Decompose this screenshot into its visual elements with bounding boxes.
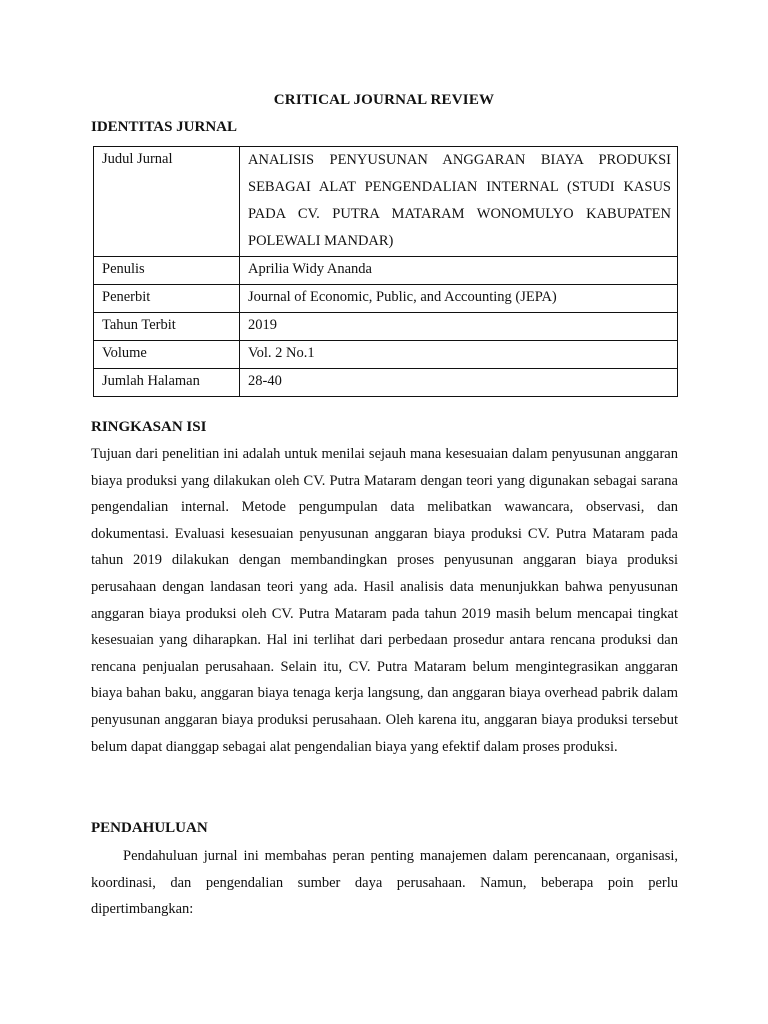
title-line: ANALISIS PENYUSUNAN ANGGARAN BIAYA PRODUKSI: [248, 152, 671, 168]
row-value-title: [240, 147, 678, 257]
section-heading-pendahuluan: PENDAHULUAN: [91, 820, 208, 836]
section-heading-ringkasan: RINGKASAN ISI: [91, 419, 207, 435]
table-row: [94, 285, 678, 313]
row-label: Penulis: [94, 257, 240, 285]
row-label: Volume: [94, 341, 240, 369]
row-label: Jumlah Halaman: [94, 369, 240, 397]
row-value: Journal of Economic, Public, and Accounting (JEPA): [240, 285, 678, 313]
table-row: [94, 313, 678, 341]
row-value: 28-40: [240, 369, 678, 397]
section-heading-identitas: IDENTITAS JURNAL: [91, 119, 238, 135]
table-row: [94, 369, 678, 397]
introduction-paragraph: Pendahuluan jurnal ini membahas peran penting manajemen dalam perencanaan, organisasi, koordinasi, dan pengendalian sumber daya perusahaan. Namun, beberapa poin perlu dipertimbangkan:: [91, 848, 678, 918]
row-label: Judul Jurnal: [94, 147, 240, 257]
table-row: [94, 257, 678, 285]
table-row: [94, 147, 678, 257]
title-line: POLEWALI MANDAR): [248, 233, 394, 249]
title-line: SEBAGAI ALAT PENGENDALIAN INTERNAL (STUDI KASUS: [248, 179, 671, 195]
row-value: Aprilia Widy Ananda: [240, 257, 678, 285]
row-label: Penerbit: [94, 285, 240, 313]
table-row: [94, 341, 678, 369]
title-line: PADA CV. PUTRA MATARAM WONOMULYO KABUPATEN: [248, 206, 671, 222]
journal-identity-table: [93, 146, 678, 397]
row-label: Tahun Terbit: [94, 313, 240, 341]
row-value: 2019: [240, 313, 678, 341]
row-value: Vol. 2 No.1: [240, 341, 678, 369]
document-title: CRITICAL JOURNAL REVIEW: [273, 92, 495, 108]
summary-paragraph: Tujuan dari penelitian ini adalah untuk menilai sejauh mana kesesuaian dalam penyusunan anggaran biaya produksi yang dilakukan oleh CV. Putra Mataram dengan teori yang digunakan sebagai sarana pengendalian internal. Metode pengumpulan data melibatkan wawancara, observasi, dan dokumentasi. Evaluasi kesesuaian penyusunan anggaran biaya produksi CV. Putra Mataram pada tahun 2019 dilakukan dengan membandingkan proses penyusunan anggaran biaya produksi perusahaan dengan landasan teori yang ada. Hasil analisis data menunjukkan bahwa penyusunan anggaran biaya produksi oleh CV. Putra Mataram pada tahun 2019 masih belum mencapai tingkat kesesuaian yang diharapkan. Hal ini terlihat dari perbedaan prosedur antara rencana produksi dan rencana penjualan perusahaan. Selain itu, CV. Putra Mataram belum mengintegrasikan anggaran biaya bahan baku, anggaran biaya tenaga kerja langsung, dan anggaran biaya overhead pabrik dalam penyusunan anggaran biaya produksi perusahaan. Oleh karena itu, anggaran biaya produksi tersebut belum dapat dianggap sebagai alat pengendalian biaya yang efektif dalam proses produksi.: [91, 446, 678, 755]
